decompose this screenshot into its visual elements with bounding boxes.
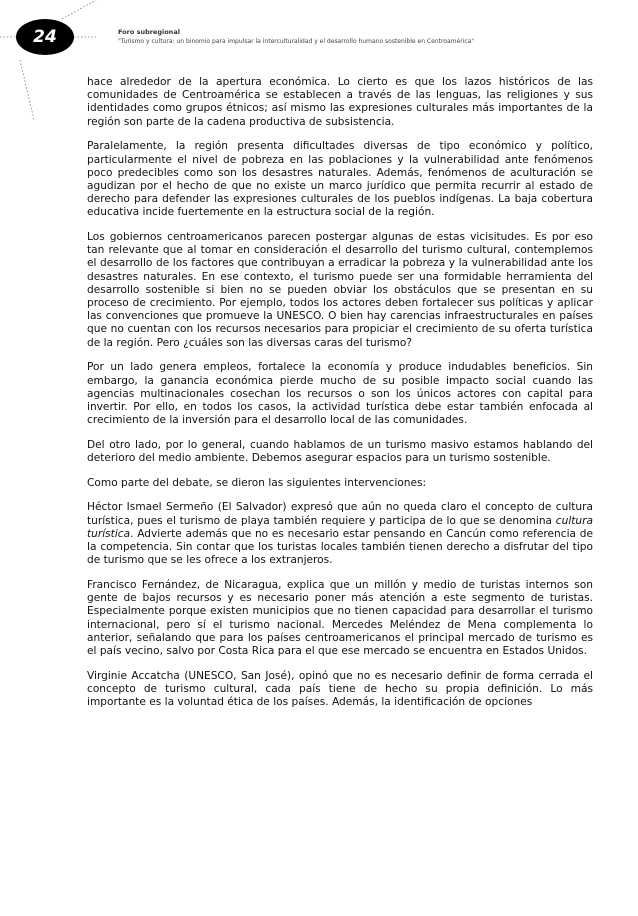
paragraph-text: Por un lado genera empleos, fortalece la economía y produce indudables beneficios. Sin embargo, la ganancia económica pierde mucho de su posible impacto social cuando las agencias multinacionales cosechan los recursos o son los únicos actores con capital para invertir. Por ello, en todos los casos, la actividad turística debe estar también enfocada al crecimiento de la inversión para el desarrollo local de las comunidades. bbox=[87, 361, 593, 427]
paragraph bbox=[87, 501, 593, 567]
paragraph-text: Virginie Accatcha (UNESCO, San José), opinó que no es necesario definir de forma cerrada el concepto de turismo cultural, cada país tiene de hecho su propia definición. Lo más importante es la voluntad ética de los países. Además, la identificación de opciones bbox=[87, 669, 593, 709]
paragraph-text: Como parte del debate, se dieron las siguientes intervenciones: bbox=[87, 476, 427, 489]
italic-term: cultura turística bbox=[87, 514, 593, 540]
body-text bbox=[87, 76, 593, 721]
paragraph bbox=[87, 231, 593, 350]
paragraph-text: Los gobiernos centroamericanos parecen postergar algunas de estas vicisitudes. Es por eso tan relevante que al tomar en consideración el desarrollo del turismo cultural, contemplemos el desarrollo de los factores que contribuyan a erradicar la pobreza y la vulnerabilidad ante los desastres naturales. En ese contexto, el turismo puede ser una formidable herramienta del desarrollo sostenible si bien no se pueden obviar los obstáculos que se presentan en su proceso de crecimiento. Por ejemplo, todos los actores deben fortalecer sus políticas y aplicar las convenciones que promueve la UNESCO. O bien hay carencias infraestructurales en países que no cuentan con los recursos necesarios para propiciar el crecimiento de su oferta turística de la región. Pero ¿cuáles son las diversas caras del turismo? bbox=[87, 231, 593, 349]
paragraph-text: Del otro lado, por lo general, cuando hablamos de un turismo masivo estamos hablando del deterioro del medio ambiente. Debemos asegurar espacios para un turismo sostenible. bbox=[87, 438, 593, 465]
paragraph bbox=[87, 439, 593, 465]
running-header bbox=[118, 28, 618, 46]
header-title: Foro subregional bbox=[118, 28, 180, 36]
paragraph-text: . Advierte además que no es necesario estar pensando en Cancún como referencia de la competencia. Sin contar que los turistas locales también tienen derecho a disfrutar del tipo de turismo que se les ofrece a los extranjeros. bbox=[87, 527, 593, 567]
paragraph bbox=[87, 361, 593, 427]
page-number-badge: 24 bbox=[16, 19, 74, 55]
paragraph-text: Paralelamente, la región presenta dificultades diversas de tipo económico y político, particularmente el nivel de pobreza en las poblaciones y la vulnerabilidad ante fenómenos poco predecibles como son los desastres naturales. Además, fenómenos de aculturación se agudizan por el hecho de que no existe un marco jurídico que permita recurrir al estado de derecho para defender las expresiones culturales de los pueblos indígenas. La baja cobertura educativa incide fuertemente en la estructura social de la región. bbox=[87, 140, 593, 219]
paragraph bbox=[87, 76, 593, 129]
paragraph bbox=[87, 670, 593, 710]
paragraph-text: Héctor Ismael Sermeño (El Salvador) expresó que aún no queda claro el concepto de cultura turística, pues el turismo de playa también requiere y participa de lo que se denomina bbox=[87, 501, 593, 527]
paragraph bbox=[87, 579, 593, 658]
paragraph-text: hace alrededor de la apertura económica. Lo cierto es que los lazos históricos de las comunidades de Centroamérica se establecen a través de las lenguas, las religiones y sus identidades como grupos étnicos; así mismo las expresiones culturales más importantes de la región son parte de la cadena productiva de subsistencia. bbox=[87, 76, 593, 128]
paragraph bbox=[87, 477, 593, 490]
paragraph bbox=[87, 140, 593, 219]
paragraph-text: Francisco Fernández, de Nicaragua, explica que un millón y medio de turistas internos son gente de bajos recursos y es necesario poner más atención a este segmento de turistas. Especialmente porque existen municipios que no tienen capacidad para desarrollar el turismo internacional, pero sí el turismo nacional. Mercedes Meléndez de Mena complementa lo anterior, señalando que para los países centroamericanos el principal mercado de turismo es el país vecino, salvo por Costa Rica para el que ese mercado se encuentra en Estados Unidos. bbox=[87, 579, 593, 658]
header-subtitle: "Turismo y cultura: un binomio para impulsar la interculturalidad y el desarrollo humano sostenible en Centroamérica" bbox=[118, 38, 475, 45]
